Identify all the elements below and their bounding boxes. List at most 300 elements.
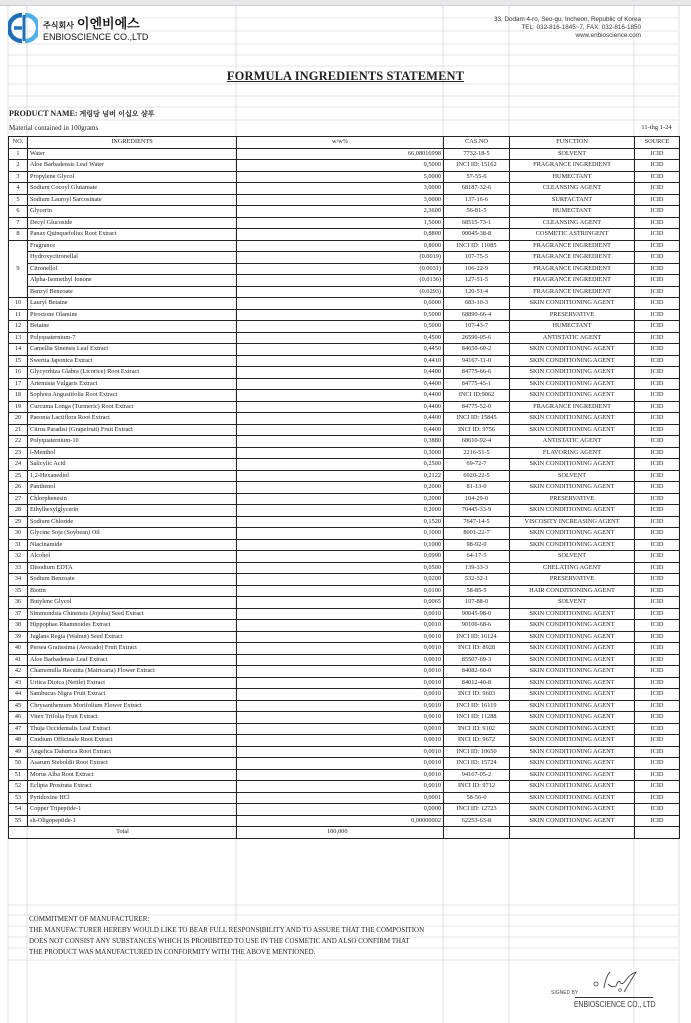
table-row xyxy=(9,528,680,540)
ingredient-function: FRAGRANCE INGREDIENT xyxy=(510,275,635,287)
ingredient-source: ICID xyxy=(635,183,680,195)
table-row xyxy=(9,148,680,160)
row-number: 35 xyxy=(9,585,28,597)
ingredient-name: Betaine xyxy=(28,321,237,333)
ingredient-function: FRAGRANCE INGREDIENT xyxy=(510,160,635,172)
ingredient-ww: 0,0010 xyxy=(237,769,444,781)
ingredient-name: Panthenol xyxy=(28,482,237,494)
ingredient-name: 1,2-Hexanediol xyxy=(28,470,237,482)
ingredient-name: Angelica Dahurica Root Extract xyxy=(28,746,237,758)
table-total-row xyxy=(9,827,680,839)
ingredient-function: FRAGRANCE INGREDIENT xyxy=(510,263,635,275)
table-row xyxy=(9,493,680,505)
ingredient-source: ICID xyxy=(635,493,680,505)
ingredient-function: SKIN CONDITIONING AGENT xyxy=(510,689,635,701)
ingredient-name: Polyquaternium-7 xyxy=(28,332,237,344)
ingredient-name: Copper Tripeptide-1 xyxy=(28,804,237,816)
handwritten-signature xyxy=(590,966,650,996)
ingredient-cas: 683-10-3 xyxy=(444,298,510,310)
table-row xyxy=(9,309,680,321)
ingredient-function: SURFACTANT xyxy=(510,194,635,206)
ingredient-source: ICID xyxy=(635,286,680,298)
ingredient-function: ANTISTATIC AGENT xyxy=(510,436,635,448)
row-number: 40 xyxy=(9,643,28,655)
ingredient-function: CLEANSING AGENT xyxy=(510,217,635,229)
enbioscience-logo-icon xyxy=(8,12,38,44)
ingredient-cas: 84775-45-1 xyxy=(444,378,510,390)
row-number: 50 xyxy=(9,758,28,770)
ingredient-cas: INCI ID: 15845 xyxy=(444,413,510,425)
row-number: 39 xyxy=(9,631,28,643)
ingredient-function: SKIN CONDITIONING AGENT xyxy=(510,758,635,770)
ingredient-source: ICID xyxy=(635,585,680,597)
ingredient-name: Sodium Chloride xyxy=(28,516,237,528)
ingredient-name: Piroctone Olamine xyxy=(28,309,237,321)
row-number: 14 xyxy=(9,344,28,356)
row-number: 20 xyxy=(9,413,28,425)
commitment-heading: COMMITMENT OF MANUFACTURER: xyxy=(29,915,150,923)
ingredient-cas: INCI ID:9062 xyxy=(444,390,510,402)
ingredient-source: ICID xyxy=(635,240,680,252)
row-number: 9 xyxy=(9,240,28,298)
signed-by-label: SIGNED BY xyxy=(551,990,579,996)
ingredient-ww: 0,3000 xyxy=(237,447,444,459)
ingredient-ww: 0,0010 xyxy=(237,631,444,643)
ingredient-ww: 0,1000 xyxy=(237,539,444,551)
row-number: 8 xyxy=(9,229,28,241)
ingredient-function: SKIN CONDITIONING AGENT xyxy=(510,505,635,517)
ingredient-source: ICID xyxy=(635,171,680,183)
ingredient-source: ICID xyxy=(635,735,680,747)
row-number: 43 xyxy=(9,677,28,689)
ingredient-name: Juglans Regia (Walnut) Seed Extract xyxy=(28,631,237,643)
ingredient-function: VISCOSITY INCREASING AGENT xyxy=(510,516,635,528)
ingredient-function: SKIN CONDITIONING AGENT xyxy=(510,390,635,402)
ingredient-cas: 62253-63-8 xyxy=(444,815,510,827)
table-row xyxy=(9,355,680,367)
row-number: 27 xyxy=(9,493,28,505)
ingredient-ww: 0,0010 xyxy=(237,654,444,666)
header-ingredients: INGREDIENTS xyxy=(28,137,237,149)
ingredient-name: Niacinamide xyxy=(28,539,237,551)
ingredient-name: Chrysanthemum Morifolium Flower Extract xyxy=(28,700,237,712)
ingredient-ww: 0,4500 xyxy=(237,332,444,344)
header-no: NO. xyxy=(9,137,28,149)
ingredient-ww: 0,1520 xyxy=(237,516,444,528)
ingredient-cas: INCI ID: 11085 xyxy=(444,240,510,252)
ingredient-cas: 70445-33-9 xyxy=(444,505,510,517)
ingredient-cas: 107-43-7 xyxy=(444,321,510,333)
row-number: 12 xyxy=(9,321,28,333)
ingredient-source: ICID xyxy=(635,666,680,678)
ingredient-cas: 68515-73-1 xyxy=(444,217,510,229)
ingredient-name: Lauryl Betaine xyxy=(28,298,237,310)
ingredient-ww: (0.0019) xyxy=(237,252,444,264)
row-number: 3 xyxy=(9,171,28,183)
ingredient-cas: 8001-22-7 xyxy=(444,528,510,540)
ingredient-ww: 2,3600 xyxy=(237,206,444,218)
ingredient-name: Asarum Sieboldii Root Extract xyxy=(28,758,237,770)
ingredient-function: SKIN CONDITIONING AGENT xyxy=(510,804,635,816)
table-row xyxy=(9,321,680,333)
ingredient-function: PRESERVATIVE xyxy=(510,309,635,321)
ingredient-function: SKIN CONDITIONING AGENT xyxy=(510,723,635,735)
row-number: 1 xyxy=(9,148,28,160)
ingredient-function: SOLVENT xyxy=(510,551,635,563)
ingredient-source: ICID xyxy=(635,436,680,448)
table-row xyxy=(9,758,680,770)
row-number: 47 xyxy=(9,723,28,735)
ingredient-name: Hippophae Rhamnoides Extract xyxy=(28,620,237,632)
ingredient-ww: 0,0010 xyxy=(237,608,444,620)
ingredient-function: SKIN CONDITIONING AGENT xyxy=(510,769,635,781)
table-row xyxy=(9,206,680,218)
header-source: SOURCE xyxy=(635,137,680,149)
ingredient-name: Paeonia Lactiflora Root Extract xyxy=(28,413,237,425)
row-number: 7 xyxy=(9,217,28,229)
ingredient-cas: 6920-22-5 xyxy=(444,470,510,482)
ingredient-ww: 0,4400 xyxy=(237,401,444,413)
row-number: 5 xyxy=(9,194,28,206)
table-row xyxy=(9,344,680,356)
ingredient-ww: 66,08016998 xyxy=(237,148,444,160)
table-row xyxy=(9,677,680,689)
ingredient-cas: 104-29-0 xyxy=(444,493,510,505)
ingredient-function: SKIN CONDITIONING AGENT xyxy=(510,815,635,827)
ingredient-cas: 68610-92-4 xyxy=(444,436,510,448)
ingredient-cas: 120-51-4 xyxy=(444,286,510,298)
ingredient-cas: INCI ID: 8928 xyxy=(444,643,510,655)
table-row xyxy=(9,769,680,781)
ingredient-cas: 137-16-6 xyxy=(444,194,510,206)
ingredient-ww: 0,4400 xyxy=(237,413,444,425)
ingredient-cas: 7647-14-5 xyxy=(444,516,510,528)
ingredient-cas: INCI ID: 10650 xyxy=(444,746,510,758)
ingredient-function: SKIN CONDITIONING AGENT xyxy=(510,746,635,758)
ingredient-ww: 0,3880 xyxy=(237,436,444,448)
ingredient-function: SKIN CONDITIONING AGENT xyxy=(510,424,635,436)
row-number: 38 xyxy=(9,620,28,632)
ingredient-ww: 3,0000 xyxy=(237,183,444,195)
total-source-empty xyxy=(635,827,680,839)
ingredient-name: Camellia Sinensis Leaf Extract xyxy=(28,344,237,356)
ingredient-ww: 0,0010 xyxy=(237,723,444,735)
ingredient-name: Urtica Dioica (Nettle) Extract xyxy=(28,677,237,689)
table-row xyxy=(9,620,680,632)
ingredient-source: ICID xyxy=(635,562,680,574)
ingredient-source: ICID xyxy=(635,608,680,620)
ingredient-cas: 532-32-1 xyxy=(444,574,510,586)
ingredient-cas: INCI ID: 15162 xyxy=(444,160,510,172)
ingredient-cas: INCI ID: 12723 xyxy=(444,804,510,816)
table-row xyxy=(9,746,680,758)
ingredient-cas: INCI ID: 9672 xyxy=(444,735,510,747)
row-number: 25 xyxy=(9,470,28,482)
row-number: 52 xyxy=(9,781,28,793)
table-header-row xyxy=(9,137,680,149)
ingredient-ww: 0,4400 xyxy=(237,390,444,402)
ingredient-name: Curcuma Longa (Turmeric) Root Extract xyxy=(28,401,237,413)
ingredient-ww: 0,8800 xyxy=(237,229,444,241)
table-row-fragrance xyxy=(9,252,680,264)
ingredient-cas: INCI ID: 9102 xyxy=(444,723,510,735)
material-note: Material contained in 100grams xyxy=(9,124,99,132)
ingredient-name: Vitex Trifolia Fruit Extract xyxy=(28,712,237,724)
ingredient-function: SKIN CONDITIONING AGENT xyxy=(510,666,635,678)
table-row xyxy=(9,516,680,528)
ingredient-name: Water xyxy=(28,148,237,160)
ingredient-function: SKIN CONDITIONING AGENT xyxy=(510,620,635,632)
ingredient-ww: 0,0010 xyxy=(237,700,444,712)
ingredient-function: CHELATING AGENT xyxy=(510,562,635,574)
table-row xyxy=(9,654,680,666)
row-number: 2 xyxy=(9,160,28,172)
ingredient-function: SKIN CONDITIONING AGENT xyxy=(510,643,635,655)
row-number: 28 xyxy=(9,505,28,517)
row-number: 44 xyxy=(9,689,28,701)
ingredient-name: Swertia Japonica Extract xyxy=(28,355,237,367)
ingredient-name: Hydroxycitronellal xyxy=(28,252,237,264)
ingredient-source: ICID xyxy=(635,298,680,310)
ingredient-source: ICID xyxy=(635,574,680,586)
table-row xyxy=(9,539,680,551)
header-ww: w/w% xyxy=(237,137,444,149)
ingredient-function: FRAGRANCE INGREDIENT xyxy=(510,286,635,298)
ingredient-function: FLAVORING AGENT xyxy=(510,447,635,459)
ingredient-name: Benzyl Benzoate xyxy=(28,286,237,298)
row-number: 29 xyxy=(9,516,28,528)
signature-company: ENBIOSCIENCE CO., LTD xyxy=(574,1000,656,1009)
ingredient-function: SKIN CONDITIONING AGENT xyxy=(510,654,635,666)
ingredient-source: ICID xyxy=(635,643,680,655)
ingredient-cas: 2216-51-5 xyxy=(444,447,510,459)
ingredient-ww: 0,4400 xyxy=(237,378,444,390)
table-row xyxy=(9,459,680,471)
table-row xyxy=(9,712,680,724)
ingredient-source: ICID xyxy=(635,367,680,379)
ingredient-cas: 106-22-9 xyxy=(444,263,510,275)
ingredient-name: Artemisia Vulgaris Extract xyxy=(28,378,237,390)
ingredient-source: ICID xyxy=(635,528,680,540)
ingredient-source: ICID xyxy=(635,447,680,459)
row-number: 42 xyxy=(9,666,28,678)
table-row xyxy=(9,505,680,517)
table-row xyxy=(9,815,680,827)
ingredient-function: FRAGRANCE INGREDIENT xyxy=(510,240,635,252)
ingredient-ww: 0,0010 xyxy=(237,643,444,655)
ingredient-cas: 64-17-5 xyxy=(444,551,510,563)
ingredients-table xyxy=(8,136,680,839)
ingredient-function: SOLVENT xyxy=(510,148,635,160)
ingredient-cas: 68187-32-6 xyxy=(444,183,510,195)
row-number: 49 xyxy=(9,746,28,758)
total-cas-empty xyxy=(444,827,510,839)
table-row xyxy=(9,689,680,701)
ingredient-source: ICID xyxy=(635,700,680,712)
ingredient-function: PRESERVATIVE xyxy=(510,574,635,586)
ingredient-cas: 94167-11-0 xyxy=(444,355,510,367)
row-number: 30 xyxy=(9,528,28,540)
ingredient-name: Citrus Paradisi (Grapefruit) Fruit Extract xyxy=(28,424,237,436)
ingredient-cas: 84650-60-2 xyxy=(444,344,510,356)
company-prefix: 주식회사 xyxy=(43,21,74,30)
ingredient-source: ICID xyxy=(635,792,680,804)
ingredient-function: FRAGRANCE INGREDIENT xyxy=(510,401,635,413)
table-row xyxy=(9,217,680,229)
ingredient-ww: 0,0010 xyxy=(237,712,444,724)
row-number: 33 xyxy=(9,562,28,574)
ingredient-function: PRESERVATIVE xyxy=(510,493,635,505)
ingredient-ww: 3,0000 xyxy=(237,194,444,206)
company-name-english: ENBIOSCIENCE CO.,LTD xyxy=(43,32,149,42)
ingredient-ww: 0,1000 xyxy=(237,528,444,540)
total-value: 100,000 xyxy=(237,827,444,839)
document-date: 11-thg 1-24 xyxy=(641,124,672,131)
ingredient-ww: 0,2000 xyxy=(237,482,444,494)
ingredient-ww: 0,5000 xyxy=(237,309,444,321)
ingredient-cas: 127-51-5 xyxy=(444,275,510,287)
ingredient-ww: (0.0136) xyxy=(237,275,444,287)
ingredient-source: ICID xyxy=(635,482,680,494)
ingredient-name: Aloe Barbadensis Leaf Water xyxy=(28,160,237,172)
ingredient-cas: INCI ID: 15724 xyxy=(444,758,510,770)
table-row xyxy=(9,171,680,183)
ingredient-function: SKIN CONDITIONING AGENT xyxy=(510,459,635,471)
ingredient-source: ICID xyxy=(635,332,680,344)
table-row xyxy=(9,390,680,402)
ingredient-ww: 0,5000 xyxy=(237,321,444,333)
ingredient-ww: 0,0990 xyxy=(237,551,444,563)
row-number: 36 xyxy=(9,597,28,609)
row-number: 19 xyxy=(9,401,28,413)
ingredient-name: Citronellol xyxy=(28,263,237,275)
ingredient-function: SKIN CONDITIONING AGENT xyxy=(510,298,635,310)
ingredient-cas: INCI ID: 9712 xyxy=(444,781,510,793)
ingredient-name: Pyridoxine HCl xyxy=(28,792,237,804)
company-address: 33, Dodam 4-ro, Seo-gu, Incheon, Republic of Korea xyxy=(493,16,641,23)
table-row xyxy=(9,804,680,816)
ingredient-source: ICID xyxy=(635,551,680,563)
ingredient-source: ICID xyxy=(635,160,680,172)
ingredient-ww: 0,0010 xyxy=(237,746,444,758)
ingredient-ww: 0,0010 xyxy=(237,781,444,793)
ingredient-name: Salicylic Acid xyxy=(28,459,237,471)
ingredient-function: COSMETIC ASTRINGENT xyxy=(510,229,635,241)
ingredient-function: CLEANSING AGENT xyxy=(510,183,635,195)
header-cas: CAS.NO xyxy=(444,137,510,149)
ingredient-name: l-Menthol xyxy=(28,447,237,459)
ingredient-function: SKIN CONDITIONING AGENT xyxy=(510,631,635,643)
ingredient-source: ICID xyxy=(635,309,680,321)
ingredient-cas: 107-75-5 xyxy=(444,252,510,264)
ingredient-function: SOLVENT xyxy=(510,470,635,482)
ingredient-name: Biotin xyxy=(28,585,237,597)
ingredient-source: ICID xyxy=(635,194,680,206)
product-label: PRODUCT NAME: xyxy=(9,109,78,118)
ingredient-function: HUMECTANT xyxy=(510,206,635,218)
company-website: www.enbioscience.com xyxy=(575,32,641,39)
ingredient-name: Eclipta Prostrata Extract xyxy=(28,781,237,793)
ingredient-source: ICID xyxy=(635,470,680,482)
ingredient-function: SKIN CONDITIONING AGENT xyxy=(510,539,635,551)
ingredient-ww: 0,4400 xyxy=(237,424,444,436)
row-number: 51 xyxy=(9,769,28,781)
ingredient-source: ICID xyxy=(635,148,680,160)
ingredient-cas: 107-88-0 xyxy=(444,597,510,609)
row-number: 48 xyxy=(9,735,28,747)
ingredient-function: FRAGRANCE INGREDIENT xyxy=(510,252,635,264)
row-number: 16 xyxy=(9,367,28,379)
ingredient-source: ICID xyxy=(635,769,680,781)
ingredient-source: ICID xyxy=(635,758,680,770)
ingredient-source: ICID xyxy=(635,344,680,356)
table-row xyxy=(9,378,680,390)
ingredient-ww: 0,2000 xyxy=(237,493,444,505)
product-name: 게링당 넘버 이십오 샴푸 xyxy=(79,110,155,118)
row-number: 18 xyxy=(9,390,28,402)
ingredient-name: Disodium EDTA xyxy=(28,562,237,574)
ingredient-cas: 90045-98-0 xyxy=(444,608,510,620)
ingredient-function: SKIN CONDITIONING AGENT xyxy=(510,367,635,379)
ingredient-name: Decyl Glucoside xyxy=(28,217,237,229)
header-function: FUNCTION xyxy=(510,137,635,149)
ingredient-cas: 94167-05-2 xyxy=(444,769,510,781)
ingredient-function: SKIN CONDITIONING AGENT xyxy=(510,781,635,793)
ingredient-cas: 90106-68-6 xyxy=(444,620,510,632)
total-label: Total xyxy=(9,827,237,839)
ingredient-ww: 1,5000 xyxy=(237,217,444,229)
ingredient-ww: 0,0010 xyxy=(237,666,444,678)
ingredient-name: Glycerin xyxy=(28,206,237,218)
table-row xyxy=(9,332,680,344)
commitment-line-1: THE MANUFACTURER HEREBY WOULD LIKE TO BEAR FULL RESPONSIBILITY AND TO ASSURE THAT THE COMPOSITION xyxy=(29,926,425,934)
table-row xyxy=(9,562,680,574)
table-row xyxy=(9,470,680,482)
ingredient-cas: INCI ID: 11288 xyxy=(444,712,510,724)
ingredient-function: SKIN CONDITIONING AGENT xyxy=(510,677,635,689)
ingredient-ww: 0,2000 xyxy=(237,505,444,517)
ingredient-source: ICID xyxy=(635,229,680,241)
ingredient-function: SKIN CONDITIONING AGENT xyxy=(510,700,635,712)
ingredient-cas: 84012-40-8 xyxy=(444,677,510,689)
ingredient-cas: INCI ID: 9603 xyxy=(444,689,510,701)
table-row xyxy=(9,597,680,609)
ingredient-name: Sodium Cocoyl Glutamate xyxy=(28,183,237,195)
ingredient-source: ICID xyxy=(635,815,680,827)
ingredient-ww: 0,0001 xyxy=(237,792,444,804)
row-number: 41 xyxy=(9,654,28,666)
ingredient-source: ICID xyxy=(635,390,680,402)
ingredient-function: HUMECTANT xyxy=(510,321,635,333)
total-function-empty xyxy=(510,827,635,839)
ingredient-name: Cnidium Officinale Root Extract xyxy=(28,735,237,747)
ingredient-ww: 0,0200 xyxy=(237,574,444,586)
commitment-line-2: DOES NOT CONSIST ANY SUBSTANCES WHICH IS PROHIBITED TO USE IN THE COSMETIC AND ALSO CONFIRM THAT xyxy=(29,937,410,945)
table-row xyxy=(9,367,680,379)
ingredient-source: ICID xyxy=(635,263,680,275)
table-row-fragrance xyxy=(9,275,680,287)
company-name-kr: 이엔비에스 xyxy=(76,17,140,32)
table-row xyxy=(9,631,680,643)
ingredient-cas: 69-72-7 xyxy=(444,459,510,471)
table-row xyxy=(9,436,680,448)
ingredient-source: ICID xyxy=(635,321,680,333)
row-number: 31 xyxy=(9,539,28,551)
ingredient-name: Sophora Angustifolia Root Extract xyxy=(28,390,237,402)
ingredient-function: SKIN CONDITIONING AGENT xyxy=(510,344,635,356)
ingredient-name: Alcohol xyxy=(28,551,237,563)
row-number: 22 xyxy=(9,436,28,448)
